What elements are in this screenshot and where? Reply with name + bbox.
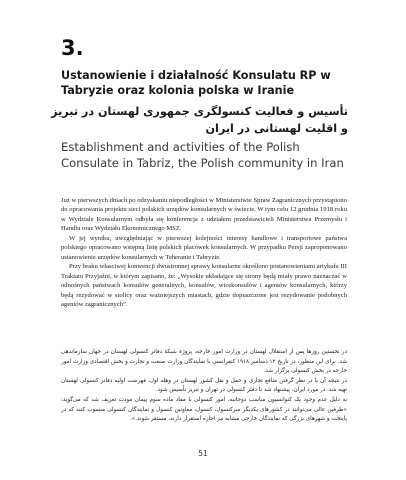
page-number: 51 <box>198 449 208 458</box>
paragraph: Przy braku własciwej konwencji dwustronnej sprawy konsularne określono postanowieniami artykułu III Traktatu Przyjaźni, w którym zapisano, że: „Wysokie układające się strony będą miały prawo naznaczać w odnośnych państwach konsulów generalnych, konsulów, wicekonsulów i agentów konsularnych, którzy będą rezydować w stolicy oraz ważniejszych miastach, gdzie dopuszczone jest rezydowanie podobnych agentów zagranicznych”. <box>61 263 347 308</box>
paragraph: Już w pierwszych dniach po odzyskaniu niepodległości w Ministerstwie Spraw Zagranicznych przystąpiono do opracowania projektu sieci polskich urzędów konsularnych w świecie. W tym celu 12 grudnia 1918 roku w Wydziale Konsularnym odbyła się konferencja z udziałem przedstawicieli Ministerstwa Przemysłu i Handlu oraz Wydziału Ekonomicznego MSZ. <box>61 197 347 233</box>
paragraph: به دلیل عدم وجود یک کنوانسیون مناسب دوجانبه، امور کنسولی با مفاد ماده سوم پیمان مودت تعریف شد که می‌گوید: «طرفین عالی می‌توانند در کشورهای یکدیگر سرکنسول، کنسول، معاونین کنسول و نمایندگان کنسولی منسوب کنند که در پایتخت و شهرهای بزرگی که نمایندگان خارجی مشابه نیز اجازه استقرار دارند، مستقر شوند.». <box>61 396 347 423</box>
paragraph: در نتیجه آن با در نظر گرفتن منافع تجاری و حمل و نقل کشور لهستان در وهله اول، فهرست اولیه دفاتر کنسولی لهستان تهیه شد. در مورد ایران، پیشنهاد شد تا دفتر کنسولی در تهران و تبریز تأسیس شود. <box>61 377 347 394</box>
body-text-persian <box>61 348 347 425</box>
chapter-title-polish: Ustanowienie i działalność Konsulatu RP w Tabryzie oraz kolonia polska w Iranie <box>61 69 331 97</box>
chapter-number: 3. <box>61 36 84 60</box>
chapter-title-english: Establishment and activities of the Polish Consulate in Tabriz, the Polish community in Iran <box>61 140 344 170</box>
body-text-polish <box>61 196 347 309</box>
chapter-title-persian: تأسیس و فعالیت کنسولگری جمهوری لهستان در تبریز و اقلیت لهستانی در ایران <box>51 105 348 135</box>
paragraph: در نخستین روزها پس از استقلال لهستان در وزارت امور خارجه، پروژهٔ شبکهٔ دفاتر کنسولی لهستان در جهان سازماندهی شد. برای این منظور، در تاریخ ۱۲ دسامبر ۱۹۱۸ کنفرانسی با نمایندگان وزارت صنعت و تجارت و بخش اقتصادی وزارت امور خارجه در بخش کنسولی برگزار شد. <box>61 349 347 375</box>
paragraph: W jej wyniku, uwzględniając w pierwszej kolejności interesy handlowe i transportowe państwa polskiego opracowano wstępną listę polskich placówek konsularnych. W przypadku Persji zaproponowano ustanowienie urzędów konsularnych w Teheranie i Tabryzie. <box>61 234 347 261</box>
